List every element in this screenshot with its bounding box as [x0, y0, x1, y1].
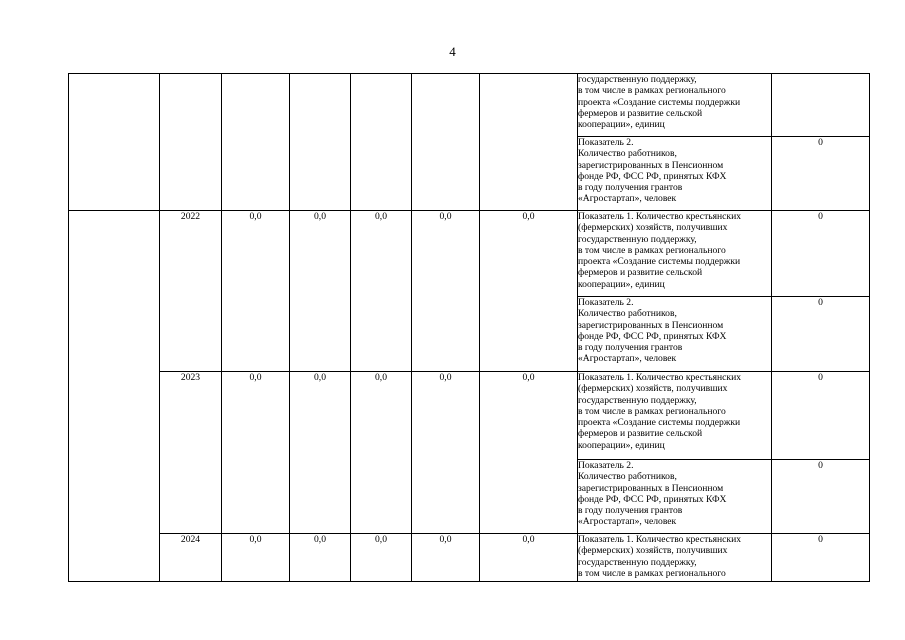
indicator-cell: Показатель 2. Количество работников, зарегистрированных в Пенсионном фонде РФ, ФСС РФ, принятых КФХ в году получения грантов «Агростартап», человек	[578, 460, 772, 534]
year-cell: 2022	[160, 211, 222, 372]
value-cell	[412, 74, 480, 211]
indicator-value-cell	[772, 74, 870, 137]
value-cell: 0,0	[480, 372, 578, 534]
value-cell: 0,0	[222, 211, 290, 372]
value-cell: 0,0	[351, 534, 412, 582]
indicator-value-cell: 0	[772, 460, 870, 534]
table-row	[69, 534, 870, 582]
value-cell	[290, 74, 351, 211]
indicator-cell: государственную поддержку, в том числе в рамках регионального проекта «Создание системы поддержки фермеров и развитие сельской кооперации», единиц	[578, 74, 772, 137]
indicator-value-cell: 0	[772, 297, 870, 372]
indicator-cell: Показатель 2. Количество работников, зарегистрированных в Пенсионном фонде РФ, ФСС РФ, принятых КФХ в году получения грантов «Агростартап», человек	[578, 137, 772, 211]
indicator-value-cell: 0	[772, 137, 870, 211]
measure-name-cell	[69, 211, 160, 582]
year-cell: 2024	[160, 534, 222, 582]
value-cell: 0,0	[222, 534, 290, 582]
value-cell: 0,0	[351, 211, 412, 372]
value-cell: 0,0	[290, 372, 351, 534]
value-cell: 0,0	[480, 534, 578, 582]
value-cell: 0,0	[290, 211, 351, 372]
value-cell: 0,0	[412, 534, 480, 582]
value-cell: 0,0	[222, 372, 290, 534]
year-cell	[160, 74, 222, 211]
value-cell	[351, 74, 412, 211]
value-cell	[480, 74, 578, 211]
measure-name-cell	[69, 74, 160, 211]
value-cell: 0,0	[351, 372, 412, 534]
table-row	[69, 211, 870, 297]
year-cell: 2023	[160, 372, 222, 534]
indicator-cell: Показатель 2. Количество работников, зарегистрированных в Пенсионном фонде РФ, ФСС РФ, принятых КФХ в году получения грантов «Агростартап», человек	[578, 297, 772, 372]
value-cell: 0,0	[412, 211, 480, 372]
table-row	[69, 74, 870, 137]
value-cell: 0,0	[290, 534, 351, 582]
value-cell: 0,0	[480, 211, 578, 372]
value-cell	[222, 74, 290, 211]
program-table	[68, 73, 870, 582]
indicator-cell: Показатель 1. Количество крестьянских (фермерских) хозяйств, получивших государственную поддержку, в том числе в рамках регионального проекта «Создание системы поддержки фермеров и развитие сельской кооперации», единиц	[578, 211, 772, 297]
page-number: 4	[449, 44, 456, 59]
value-cell: 0,0	[412, 372, 480, 534]
indicator-cell: Показатель 1. Количество крестьянских (фермерских) хозяйств, получивших государственную поддержку, в том числе в рамках регионального	[578, 534, 772, 582]
indicator-value-cell: 0	[772, 534, 870, 582]
indicator-value-cell: 0	[772, 211, 870, 297]
table-row	[69, 372, 870, 460]
indicator-cell: Показатель 1. Количество крестьянских (фермерских) хозяйств, получивших государственную поддержку, в том числе в рамках регионального проекта «Создание системы поддержки фермеров и развитие сельской кооперации», единиц	[578, 372, 772, 460]
indicator-value-cell: 0	[772, 372, 870, 460]
